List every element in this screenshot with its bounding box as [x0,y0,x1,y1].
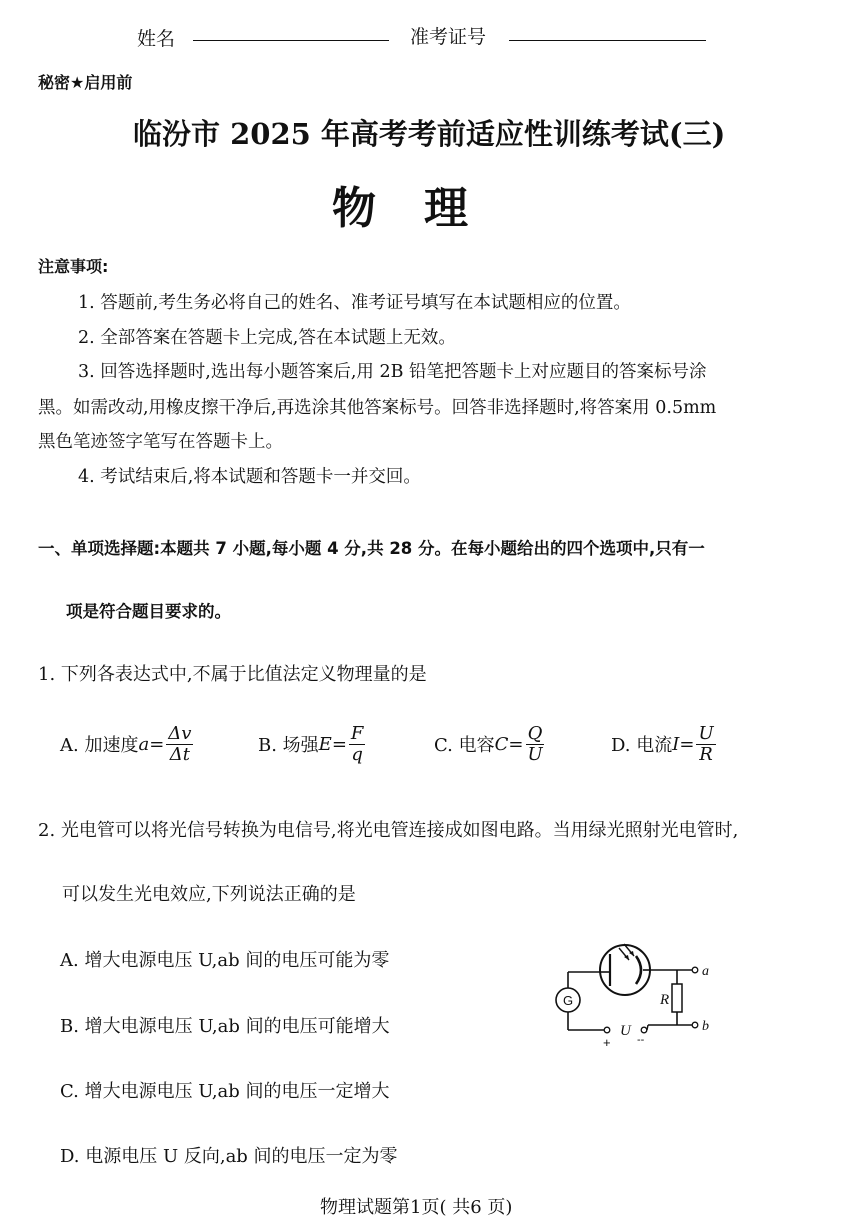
option-fraction [696,724,715,765]
source-label: U [620,1023,631,1039]
fraction-numerator: Q [527,723,543,744]
option-prefix: C. 电容 [434,735,495,757]
note-item: 2. 全部答案在答题卡上完成,答在本试题上无效。 [78,328,456,348]
option-prefix: A. 加速度 [60,735,139,757]
option-variable: a [138,733,150,755]
terminal-b-label: b [702,1019,709,1034]
fraction-numerator: U [698,723,714,744]
option-fraction [525,724,544,765]
note-item: 黑。如需改动,用橡皮擦干净后,再选涂其他答案标号。回答非选择题时,将答案用 0.5mm [38,398,717,418]
question-2-option-a[interactable]: A. 增大电源电压 U,ab 间的电压可能为零 [60,950,390,971]
secret-mark: 秘密★启用前 [38,73,133,92]
minus-sign: -- [637,1034,645,1046]
question-1-option-a[interactable]: A. 加速度 a = $\frac{\Delta v}{\Delta t}$ [60,723,192,765]
fraction-denominator: Δt [169,743,190,765]
fraction-numerator: Δv [168,723,192,744]
question-2-stem-cont: 可以发生光电效应,下列说法正确的是 [62,884,356,905]
question-2-option-c[interactable]: C. 增大电源电压 U,ab 间的电压一定增大 [60,1081,390,1102]
note-item: 1. 答题前,考生务必将自己的姓名、准考证号填写在本试题相应的位置。 [78,293,631,313]
terminal-a-label: a [702,964,709,979]
resistor [672,984,682,1012]
exam-number-blank[interactable] [509,40,706,41]
resistor-label: R [660,992,670,1008]
note-item: 黑色笔迹签字笔写在答题卡上。 [38,432,283,452]
fraction-denominator: q [351,743,363,765]
subject-title: 物 理 [332,183,470,234]
section-heading: 一、单项选择题:本题共 7 小题,每小题 4 分,共 28 分。在每小题给出的四个选项中,只有一 [38,539,705,558]
fraction-denominator: U [527,743,543,765]
note-item: 3. 回答选择题时,选出每小题答案后,用 2B 铅笔把答题卡上对应题目的答案标号涂 [78,362,707,382]
question-2-stem: 2. 光电管可以将光信号转换为电信号,将光电管连接成如图电路。当用绿光照射光电管时, [38,820,739,841]
note-item: 4. 考试结束后,将本试题和答题卡一并交回。 [78,467,421,487]
name-blank[interactable] [193,40,389,41]
exam-title: 临汾市 2025 年高考考前适应性训练考试(三) [133,117,726,151]
plus-sign: + [603,1035,611,1050]
fraction-denominator: R [699,743,713,765]
option-variable: I [672,733,680,755]
question-1-option-d[interactable]: D. 电流 I = $\frac{U}{R}$ [611,723,714,765]
option-variable: C [494,733,509,755]
page-footer: 物理试题第1页( 共6 页) [320,1197,513,1218]
name-label: 姓名 [137,28,176,50]
option-prefix: D. 电流 [611,735,673,757]
section-heading-cont: 项是符合题目要求的。 [66,602,231,621]
photocell-circuit-diagram [540,930,740,1050]
notes-heading: 注意事项: [38,257,109,276]
question-1-option-b[interactable]: B. 场强 E = $\frac{F}{q}$ [258,723,364,765]
option-variable: E [318,733,332,755]
fraction-numerator: F [350,723,364,744]
question-2-option-b[interactable]: B. 增大电源电压 U,ab 间的电压可能增大 [60,1016,390,1037]
question-1-option-c[interactable]: C. 电容 C = $\frac{Q}{U}$ [434,723,543,765]
question-2-option-d[interactable]: D. 电源电压 U 反向,ab 间的电压一定为零 [60,1146,398,1167]
question-1-stem: 1. 下列各表达式中,不属于比值法定义物理量的是 [38,664,427,685]
option-prefix: B. 场强 [258,735,319,757]
exam-number-label: 准考证号 [410,26,487,48]
galvanometer-label: G [562,993,574,1008]
option-fraction [166,724,193,765]
photocell-tube [600,945,650,995]
option-fraction [349,724,366,765]
